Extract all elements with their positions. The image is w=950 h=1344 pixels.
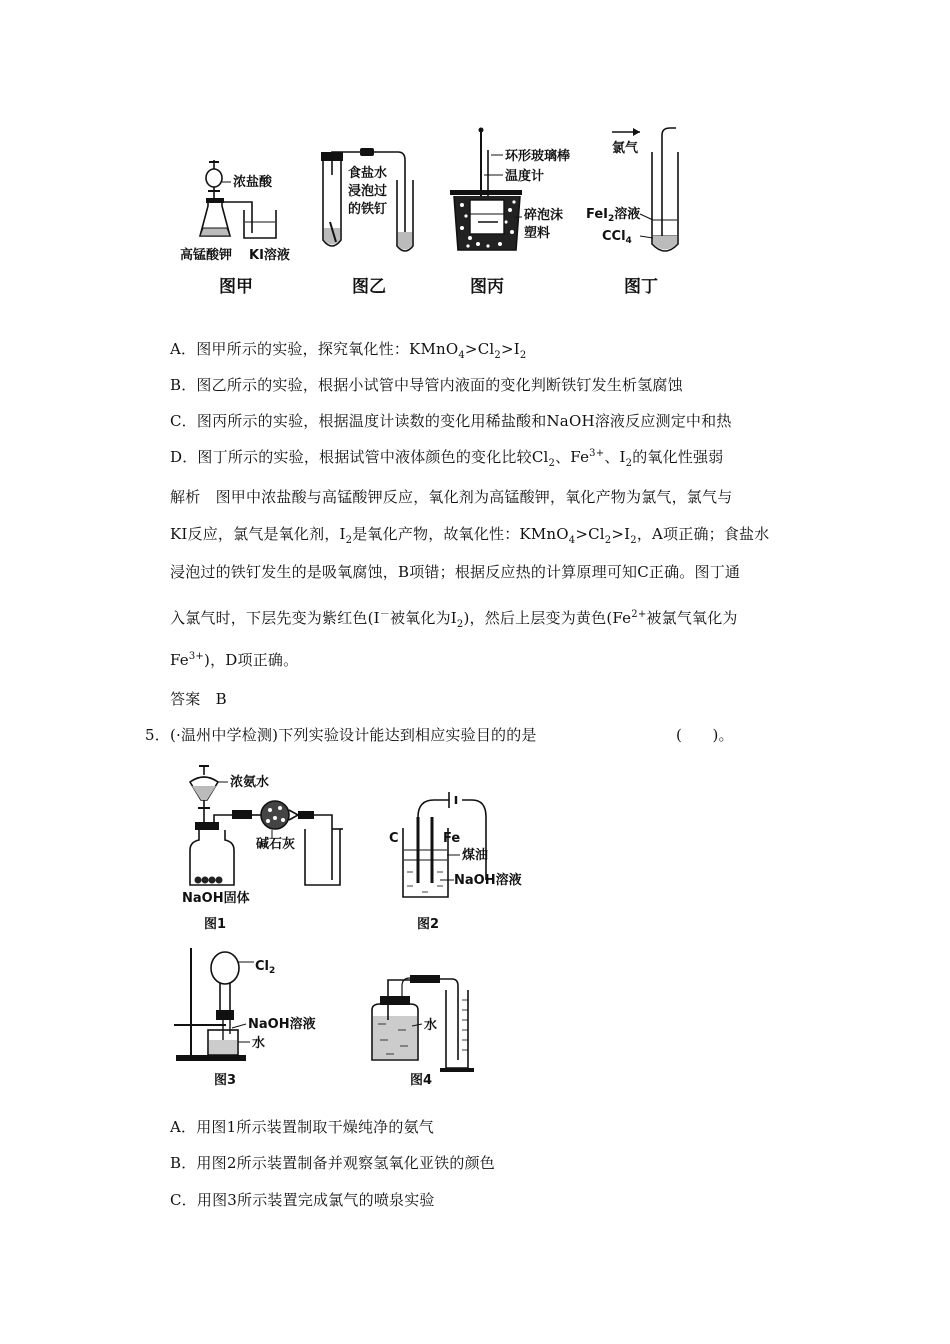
label-fei2-solution: FeI$_2$溶液 [586,207,641,224]
label-saltwater-2: 浸泡过 [348,184,388,199]
caption-bing: 图丙 [470,277,504,297]
q5-option-b: B．用图2所示装置制备并观察氢氧化亚铁的颜色 [170,1154,495,1172]
label-cl2: $Cl_2$ [255,959,276,976]
fig-2 [389,792,522,932]
label-thermometer: 温度计 [505,169,545,184]
label-naoh-solution-2: NaOH溶液 [454,873,522,888]
caption-yi: 图乙 [352,277,386,297]
q4-explanation-line-1: 解析 图甲中浓盐酸与高锰酸钾反应，氧化剂为高锰酸钾，氧化产物为氯气，氯气与 [170,488,733,506]
caption-fig-1: 图1 [204,917,227,932]
q4-option-d: D．图丁所示的实验，根据试管中液体颜色的变化比较$Cl_2$、$Fe^{3+}$、$I_2$的氧化性强弱 [170,448,724,469]
fig-1 [182,766,343,932]
label-chlorine: 氯气 [612,141,639,156]
label-water-3: 水 [252,1036,266,1051]
q4-option-b: B．图乙所示的实验，根据小试管中导管内液面的变化判断铁钉发生析氢腐蚀 [170,376,683,394]
label-soda-lime: 碱石灰 [256,837,296,852]
q5-answer-blank: ( )。 [676,726,734,744]
q4-answer: 答案 B [170,690,227,708]
fig-4 [372,975,474,1088]
q5-option-c: C．用图3所示装置完成氯气的喷泉实验 [170,1191,435,1209]
caption-fig-3: 图3 [214,1073,237,1088]
label-foam-2: 塑料 [524,226,551,241]
q4-explanation-line-4: 入氯气时，下层先变为紫红色(I－被氧化为$I_2$)，然后上层变为黄色($Fe^{2+}$被氯气氧化为 [170,609,738,630]
q4-explanation-line-2: KI反应，氯气是氧化剂，$I_2$是氧化产物，故氧化性：$KMnO_4>Cl_2>I_2$，A项正确；食盐水 [170,525,770,546]
label-foam-1: 碎泡沫 [524,208,564,223]
label-ring-stirrer: 环形玻璃棒 [505,149,571,164]
caption-jia: 图甲 [219,277,253,297]
label-ki-solution: KI溶液 [249,248,290,263]
caption-fig-4: 图4 [410,1073,433,1088]
label-water-4: 水 [424,1018,438,1033]
label-naoh-solution-3: NaOH溶液 [248,1017,316,1032]
caption-fig-2: 图2 [417,917,440,932]
q5-option-a: A．用图1所示装置制取干燥纯净的氨气 [170,1118,434,1136]
label-electrode-c: C [389,831,399,846]
label-saltwater-1: 食盐水 [348,166,388,181]
label-electrode-fe: Fe [443,831,461,846]
q4-option-a: A．图甲所示的实验，探究氧化性：$KMnO_4>Cl_2>I_2$ [170,340,527,361]
label-saltwater-3: 的铁钉 [348,202,388,217]
q5-stem: 5．(·温州中学检测)下列实验设计能达到相应实验目的的是 [145,726,537,744]
caption-ding: 图丁 [624,277,658,297]
q4-option-c: C．图丙所示的实验，根据温度计读数的变化用稀盐酸和NaOH溶液反应测定中和热 [170,412,732,430]
q4-explanation-line-5: $Fe^{3+}$)，D项正确。 [170,651,299,669]
label-concentrated-hcl: 浓盐酸 [233,175,273,190]
label-ccl4: CCl$_4$ [602,229,632,246]
label-kerosene: 煤油 [462,848,489,863]
q4-explanation-line-3: 浸泡过的铁钉发生的是吸氧腐蚀，B项错；根据反应热的计算原理可知C正确。图丁通 [170,563,741,581]
label-naoh-solid: NaOH固体 [182,891,250,906]
label-kmno4: 高锰酸钾 [180,248,233,263]
label-conc-ammonia: 浓氨水 [230,775,270,790]
fig-3 [174,948,316,1088]
